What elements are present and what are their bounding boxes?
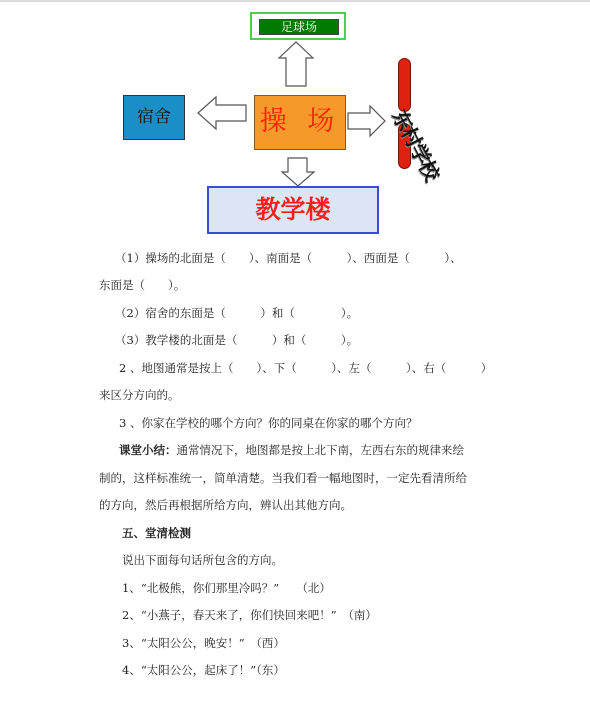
- summary-label: 课堂小结：: [119, 443, 177, 457]
- teaching-building-box: 教学楼: [207, 186, 379, 234]
- arrow-right-icon: [348, 106, 385, 136]
- check-item: 2、“小燕子，春天来了，你们快回来吧！” （南）: [122, 608, 377, 622]
- check-item: 1、“北极熊，你们那里冷吗？” （北）: [122, 581, 331, 595]
- dormitory-box: 宿舍: [123, 95, 185, 140]
- arrow-left-icon: [198, 97, 246, 129]
- school-name-sign: 东村学校: [387, 105, 445, 185]
- football-field-label: 足球场: [259, 19, 339, 35]
- question-2: （2）宿舍的东面是（ ）和（ ）。: [115, 306, 359, 320]
- question-1-line-1: （1）操场的北面是（ ）、南面是（ ）、西面是（ ）、: [115, 251, 462, 265]
- question-5: 3 、你家在学校的哪个方向？你的同桌在你家的哪个方向？: [119, 416, 418, 430]
- section-5-instruction: 说出下面每句话所包含的方向。: [122, 553, 283, 567]
- question-4-line-2: 来区分方向的。: [99, 388, 180, 402]
- arrow-down-icon: [282, 158, 314, 186]
- summary-text-1: 通常情况下，地图都是按上北下南，左西右东的规律来绘: [176, 443, 464, 457]
- section-5-heading: 五、堂清检测: [122, 526, 191, 540]
- summary-line-2: 制的，这样标准统一，简单清楚。当我们看一幅地图时，一定先看清所给: [99, 471, 467, 485]
- summary-line-3: 的方向，然后再根据所给方向，辨认出其他方向。: [99, 498, 352, 512]
- question-3: （3）教学楼的北面是（ ）和（ ）。: [115, 333, 359, 347]
- playground-box: 操 场: [254, 95, 346, 150]
- summary-line-1: [119, 442, 464, 458]
- check-item: 3、“太阳公公，晚安！” （西）: [122, 636, 285, 650]
- direction-diagram: [0, 0, 590, 240]
- question-4-line-1: 2 、地图通常是按上（ ）、下（ ）、左（ ）、右（ ）: [119, 361, 493, 375]
- check-item: 4、“太阳公公，起床了！”（东）: [122, 663, 285, 677]
- arrow-up-icon: [279, 42, 313, 86]
- school-gate-post-top: [398, 58, 411, 112]
- question-1-line-2: 东面是（ ）。: [99, 278, 186, 292]
